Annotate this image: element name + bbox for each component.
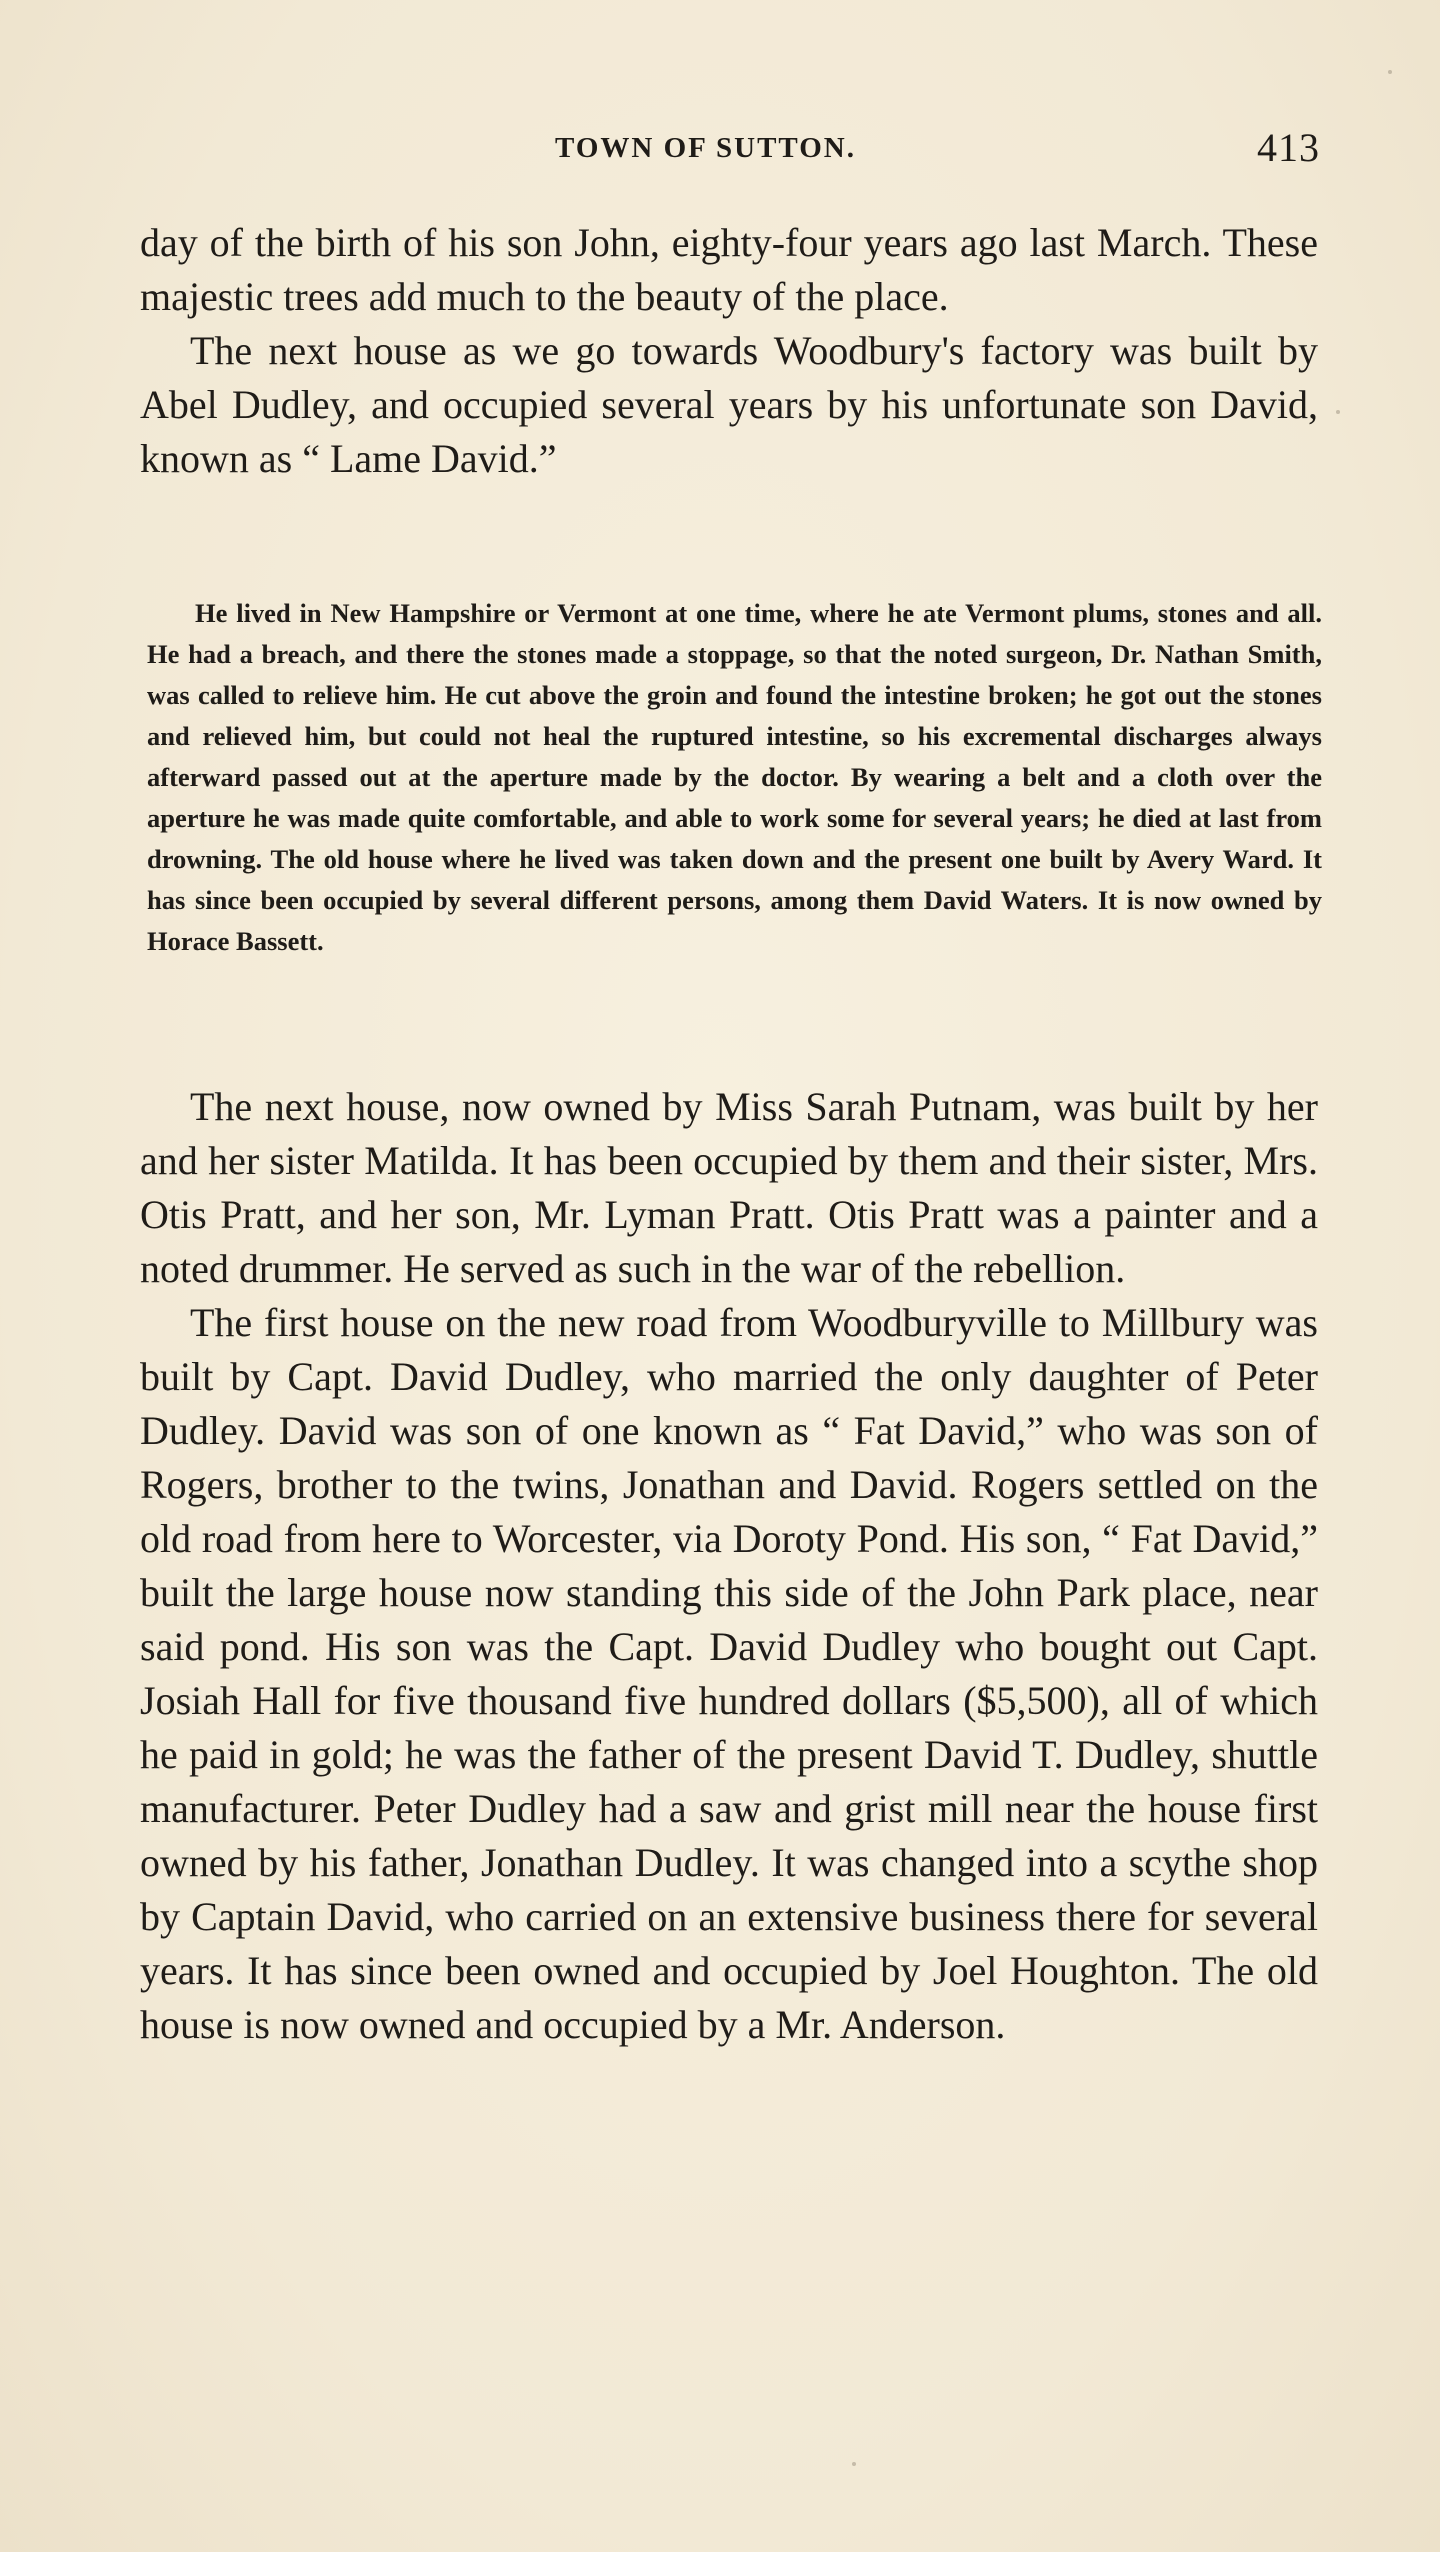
paragraph-putnam-house: The next house, now owned by Miss Sarah Putnam, was built by her and her sister Matilda. It has been occupied by them and their sister, Mrs. Otis Pratt, and her son, Mr. Lyman Pratt. Otis Pratt was a painter and a noted drummer. He served as such in the war of the rebellion.	[140, 1084, 1318, 1291]
running-head	[140, 118, 1320, 178]
paper-speck	[1388, 70, 1392, 74]
top-text-block	[140, 216, 1318, 486]
paragraph-dudley-house: The first house on the new road from Woodburyville to Millbury was built by Capt. David Dudley, who married the only daughter of Peter Dudley. David was son of one known as “ Fat David,” who was son of Rogers, brother to the twins, Jonathan and David. Rogers settled on the old road from here to Worcester, via Doroty Pond. His son, “ Fat David,” built the large house now standing this side of the John Park place, near said pond. His son was the Capt. David Dudley who bought out Capt. Josiah Hall for five thousand five hundred dollars ($5,500), all of which he paid in gold; he was the father of the present David T. Dudley, shuttle manufacturer. Peter Dudley had a saw and grist mill near the house first owned by his father, Jonathan Dudley. It was changed into a scythe shop by Captain David, who carried on an extensive business there for several years. It has since been owned and occupied by Joel Houghton. The old house is now owned and occupied by a Mr. Anderson.	[140, 1300, 1318, 2047]
paragraph-continuation: day of the birth of his son John, eighty-four years ago last March. These majestic trees add much to the beauty of the place.	[140, 220, 1318, 319]
paragraph-lame-david: The next house as we go towards Woodbury's factory was built by Abel Dudley, and occupied several years by his unfortunate son David, known as “ Lame David.”	[140, 328, 1318, 481]
page-number: 413	[1257, 125, 1320, 170]
bottom-text-block	[140, 1080, 1318, 2052]
paper-speck	[1336, 410, 1340, 414]
footnote-paragraph: He lived in New Hampshire or Vermont at one time, where he ate Vermont plums, stones and all. He had a breach, and there the stones made a stoppage, so that the noted surgeon, Dr. Nathan Smith, was called to relieve him. He cut above the groin and found the intestine broken; he got out the stones and relieved him, but could not heal the ruptured intestine, so his excremental discharges always afterward passed out at the aperture made by the doctor. By wearing a belt and a cloth over the aperture he was made quite comfortable, and able to work some for several years; he died at last from drowning. The old house where he lived was taken down and the present one built by Avery Ward. It has since been occupied by several different persons, among them David Waters. It is now owned by Horace Bassett.	[147, 598, 1322, 956]
running-title: TOWN OF SUTTON.	[555, 132, 856, 164]
paper-speck	[852, 2462, 856, 2466]
